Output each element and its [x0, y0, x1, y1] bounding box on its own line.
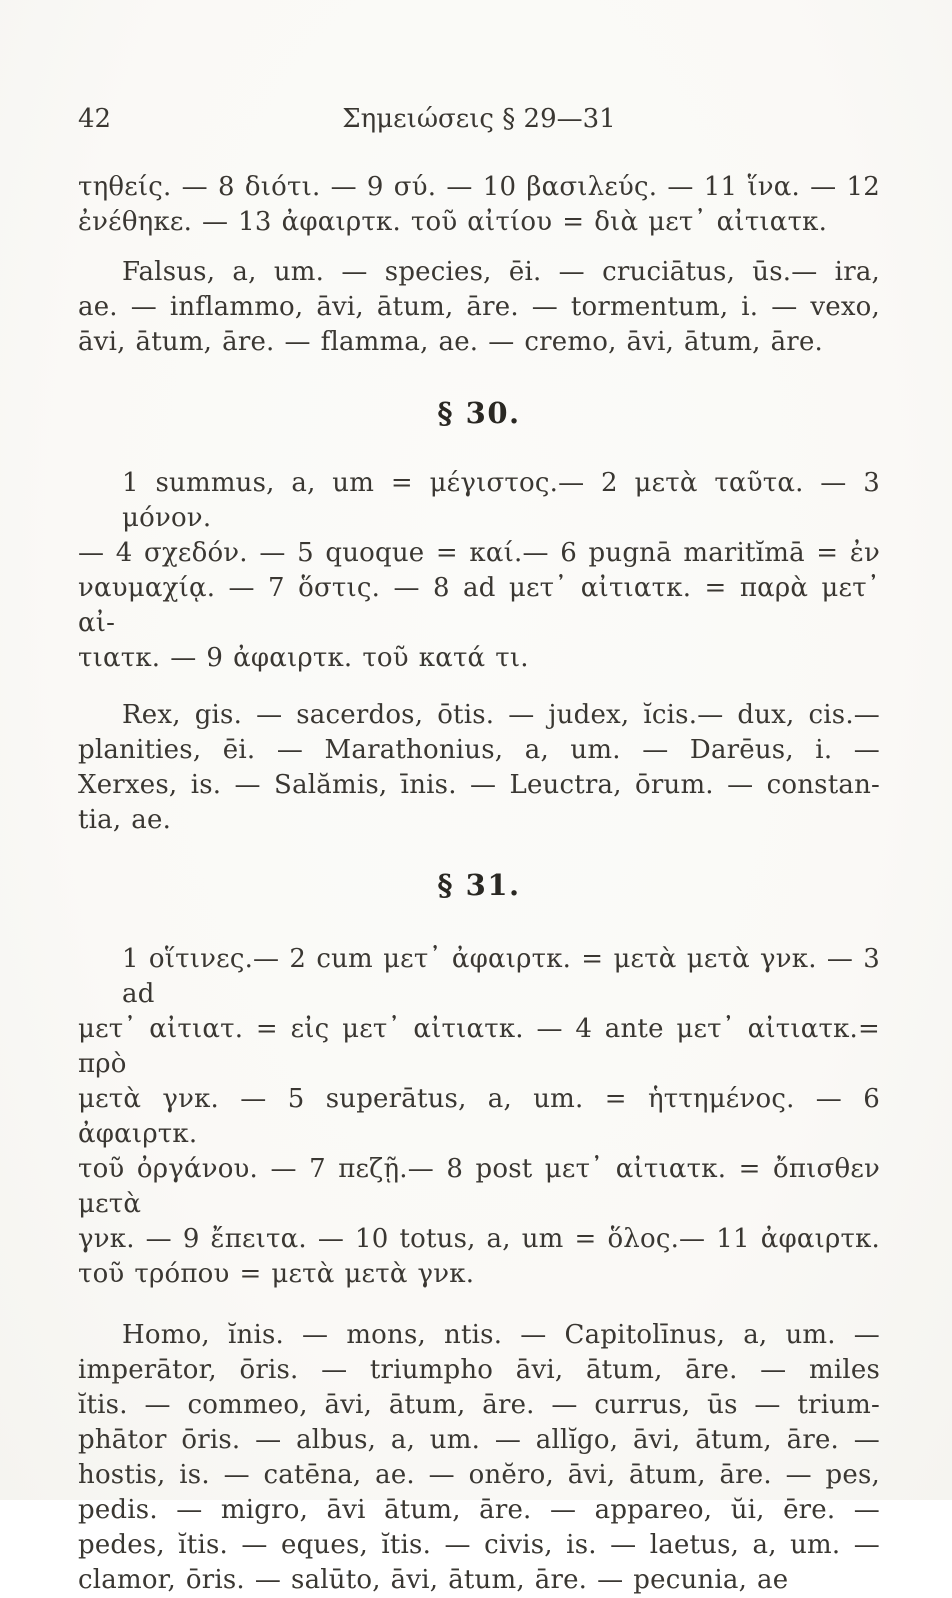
text-line: pedes, ĭtis. — eques, ĭtis. — civis, is. — laetus, a, um. — — [78, 1530, 880, 1560]
text-line: μετ᾽ αἰτιατ. = εἰς μετ᾽ αἰτιατκ. — 4 ante μετ᾽ αἰτιατκ.= πρὸ — [78, 1014, 880, 1079]
text-line: μετὰ γνκ. — 5 superātus, a, um. = ἡττημένος. — 6 ἀφαιρτκ. — [78, 1084, 880, 1149]
text-line: Xerxes, is. — Salămis, īnis. — Leuctra, ōrum. — constan- — [78, 770, 880, 800]
section-29-vocab-paragraph — [78, 255, 880, 360]
text-line: 1 οἵτινες.— 2 cum μετ᾽ ἀφαιρτκ. = μετὰ μετὰ γνκ. — 3 ad — [122, 944, 880, 1009]
text-line: imperātor, ōris. — triumpho āvi, ātum, āre. — miles — [78, 1355, 880, 1385]
text-line: τοῦ τρόπου = μετὰ μετὰ γνκ. — [78, 1259, 475, 1289]
section-31-notes-paragraph — [78, 942, 880, 1292]
text-line: τηθείς. — 8 διότι. — 9 σύ. — 10 βασιλεύς. — 11 ἵνα. — 12 — [78, 172, 880, 202]
running-header-title: Σημειώσεις § 29—31 — [342, 104, 616, 134]
text-line: Homo, ĭnis. — mons, ntis. — Capitolīnus, a, um. — — [122, 1320, 880, 1350]
page-number: 42 — [78, 104, 112, 134]
text-line: ναυμαχίᾳ. — 7 ὅστις. — 8 ad μετ᾽ αἰτιατκ. = παρὰ μετ᾽ αἰ- — [78, 573, 880, 638]
text-line: τιατκ. — 9 ἀφαιρτκ. τοῦ κατά τι. — [78, 643, 529, 673]
section-31-heading: § 31. — [437, 868, 521, 902]
text-line: 1 summus, a, um = μέγιστος.— 2 μετὰ ταῦτα. — 3 μόνον. — [122, 468, 880, 533]
text-line: phātor ōris. — albus, a, um. — allĭgo, āvi, ātum, āre. — — [78, 1425, 880, 1455]
text-line: — 4 σχεδόν. — 5 quoque = καί.— 6 pugnā maritĭmā = ἐν — [78, 538, 880, 568]
text-line: pedis. — migro, āvi ātum, āre. — appareo, ŭi, ēre. — — [78, 1495, 880, 1525]
text-line: planities, ēi. — Marathonius, a, um. — Darēus, i. — — [78, 735, 880, 765]
section-30-vocab-paragraph — [78, 698, 880, 838]
section-29-notes-paragraph — [78, 170, 880, 240]
text-line: Rex, gis. — sacerdos, ōtis. — judex, ĭcis.— dux, cis.— — [122, 700, 880, 730]
section-30-notes-paragraph — [78, 466, 880, 676]
section-31-vocab-paragraph — [78, 1318, 880, 1598]
section-30-heading: § 30. — [437, 396, 521, 430]
text-line: Falsus, a, um. — species, ēi. — cruciātus, ūs.— ira, — [122, 257, 880, 287]
text-line: γνκ. — 9 ἔπειτα. — 10 totus, a, um = ὅλος.— 11 ἀφαιρτκ. — [78, 1224, 880, 1254]
text-line: ae. — inflammo, āvi, ātum, āre. — tormentum, i. — vexo, — [78, 292, 880, 322]
text-line: ĭtis. — commeo, āvi, ātum, āre. — currus, ūs — trium- — [78, 1390, 880, 1420]
page-header — [78, 102, 880, 137]
text-line: tia, ae. — [78, 805, 172, 835]
text-line: hostis, is. — catēna, ae. — onĕro, āvi, ātum, āre. — pes, — [78, 1460, 880, 1490]
text-line: clamor, ōris. — salūto, āvi, ātum, āre. — pecunia, ae — [78, 1565, 789, 1595]
text-line: ἐνέθηκε. — 13 ἀφαιρτκ. τοῦ αἰτίου = διὰ μετ᾽ αἰτιατκ. — [78, 207, 828, 237]
text-line: τοῦ ὀργάνου. — 7 πεζῇ.— 8 post μετ᾽ αἰτιατκ. = ὄπισθεν μετὰ — [78, 1154, 880, 1219]
text-line: āvi, ātum, āre. — flamma, ae. — cremo, āvi, ātum, āre. — [78, 327, 823, 357]
